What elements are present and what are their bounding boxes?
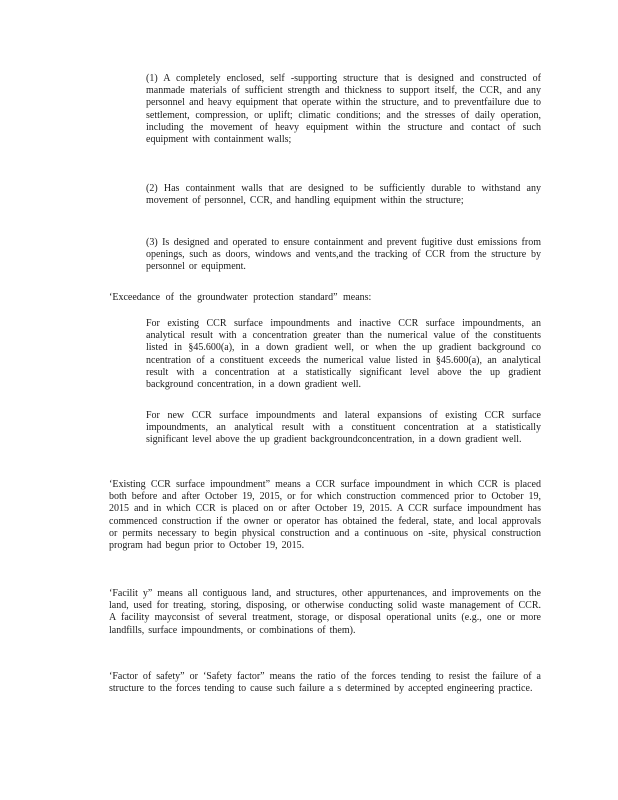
paragraph-enclosed-structure-item-3: (3) Is designed and operated to ensure containment and prevent fugitive dust emissions from openings, such as doors, windows and vents,and the tracking of CCR from the structure by personnel or equipment.	[146, 237, 541, 273]
definition-heading-exceedance: ‘Exceedance of the groundwater protection standard” means:	[109, 292, 372, 303]
definition-facility: ‘Facilit y” means all contiguous land, and structures, other appurtenances, and improvements on the land, used for treating, storing, disposing, or otherwise conducting solid waste management of CCR. A facility mayconsist of several treatment, storage, or disposal operational units (e.g., one or more landfills, surface impoundments, or combinations of them).	[109, 588, 541, 636]
paragraph-new-impoundments: For new CCR surface impoundments and lateral expansions of existing CCR surface impoundments, an analytical result with a constituent concentration at a statistically significant level above the up gradient backgroundconcentration, in a down gradient well.	[146, 410, 541, 446]
paragraph-enclosed-structure-item-2: (2) Has containment walls that are designed to be sufficiently durable to withstand any movement of personnel, CCR, and handling equipment within the structure;	[146, 183, 541, 207]
definition-existing-ccr-surface-impoundment: ‘Existing CCR surface impoundment” means a CCR surface impoundment in which CCR is placed both before and after October 19, 2015, or for which construction commenced prior to October 19, 2015 and in which CCR is placed on or after October 19, 2015. A CCR surface impoundment has commenced construction if the owner or operator has obtained the federal, state, and local approvals or permits necessary to begin physical construction and a continuous on -site, physical construction program had begun prior to October 19, 2015.	[109, 479, 541, 552]
paragraph-existing-impoundments: For existing CCR surface impoundments and inactive CCR surface impoundments, an analytical result with a concentration greater than the numerical value of the constituents listed in §45.600(a), in a down gradient well, or when the up gradient background co ncentration of a constituent exceeds the numerical value listed in §45.600(a), an analytical result with a concentration at a statistically significant level above the up gradient background concentration, in a down gradient well.	[146, 318, 541, 391]
paragraph-enclosed-structure-item-1: (1) A completely enclosed, self -supporting structure that is designed and constructed of manmade materials of sufficient strength and thickness to support itself, the CCR, and any personnel and heavy equipment that operate within the structure, and to preventfailure due to settlement, compression, or uplift; climatic conditions; and the stresses of daily operation, including the movement of heavy equipment within the structure and contact of such equipment with containment walls;	[146, 73, 541, 146]
definition-factor-of-safety: ‘Factor of safety” or ‘Safety factor” means the ratio of the forces tending to resist the failure of a structure to the forces tending to cause such failure a s determined by accepted engineering practice.	[109, 671, 541, 695]
